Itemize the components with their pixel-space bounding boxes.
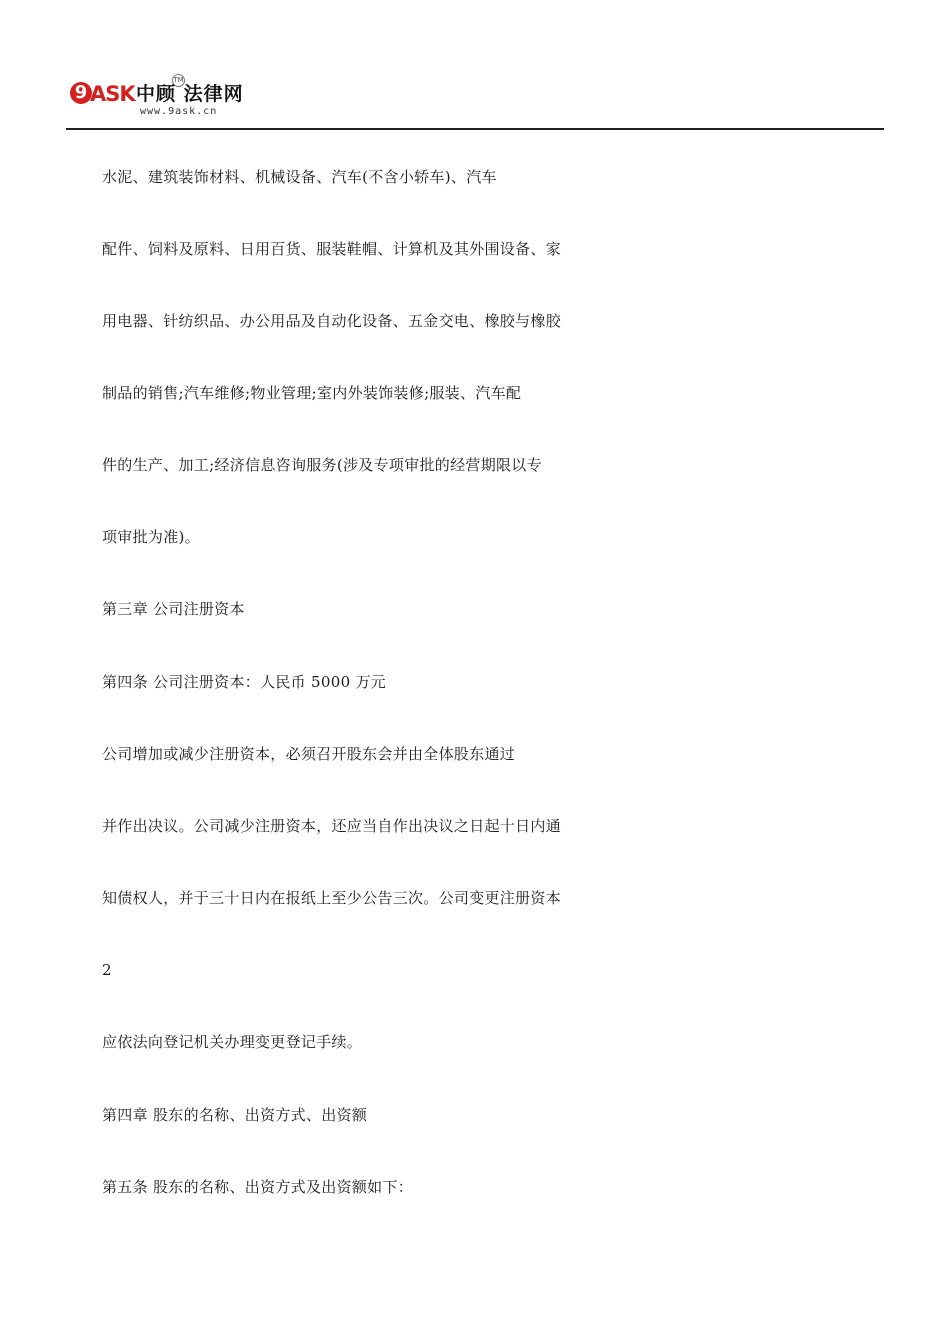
text-line: 并作出决议。公司减少注册资本，还应当自作出决议之日起十日内通 [102,817,562,835]
text-line: 配件、饲料及原料、日用百货、服装鞋帽、计算机及其外围设备、家 [102,240,562,258]
article-line: 第五条 股东的名称、出资方式及出资额如下： [102,1178,414,1196]
text-line: 公司增加或减少注册资本，必须召开股东会并由全体股东通过 [102,745,516,763]
logo-brand-text: ASK [90,82,135,106]
logo-url: www.9ask.cn [140,106,218,117]
page-number: 2 [102,961,112,979]
chapter-heading: 第四章 股东的名称、出资方式、出资额 [102,1106,368,1124]
article-line: 第四条 公司注册资本：人民币 5000 万元 [102,673,387,691]
header-divider [66,128,884,130]
page-header [66,72,884,130]
site-logo[interactable] [66,72,251,122]
text-line: 项审批为准)。 [102,528,200,546]
text-line: 知债权人，并于三十日内在报纸上至少公告三次。公司变更注册资本 [102,889,562,907]
text-line: 用电器、针纺织品、办公用品及自动化设备、五金交电、橡胶与橡胶 [102,312,562,330]
logo-badge-icon: 9 [70,82,92,104]
text-line: 应依法向登记机关办理变更登记手续。 [102,1033,363,1051]
chapter-heading: 第三章 公司注册资本 [102,600,245,618]
trademark-icon: TM [172,74,185,87]
logo-chinese-name: 中顾 法律网 [136,83,244,105]
text-line: 件的生产、加工;经济信息咨询服务(涉及专项审批的经营期限以专 [102,456,542,474]
text-line: 制品的销售;汽车维修;物业管理;室内外装饰装修;服装、汽车配 [102,384,522,402]
text-line: 水泥、建筑装饰材料、机械设备、汽车(不含小轿车)、汽车 [102,168,497,186]
